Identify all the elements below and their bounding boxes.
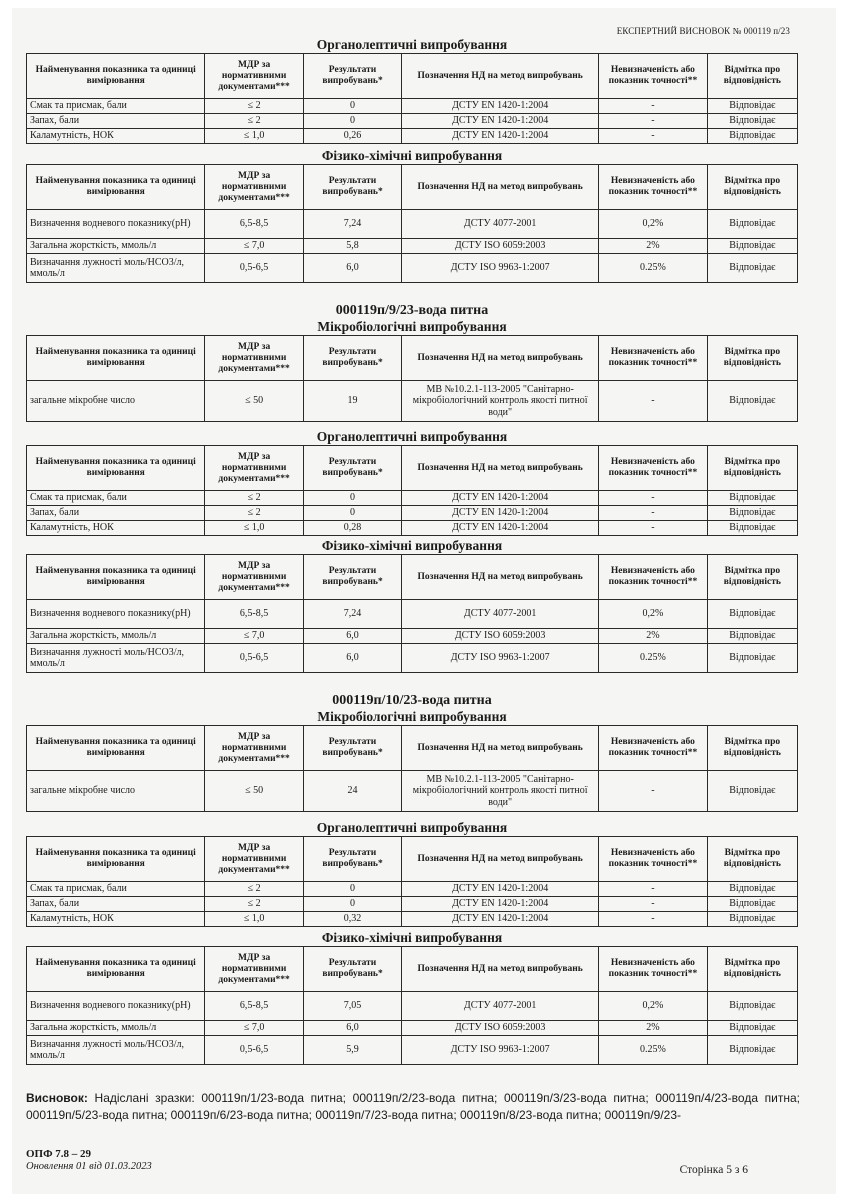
cell-method: ДСТУ ISO 6059:2003 xyxy=(402,239,599,254)
cell-result: 6,0 xyxy=(303,1021,401,1036)
cell-uncert: 0.25% xyxy=(599,644,708,673)
cell-uncert: - xyxy=(599,897,708,912)
column-header-result: Результати випробувань* xyxy=(303,336,401,381)
section-title: Органолептичні випробування xyxy=(316,820,508,835)
cell-mark: Відповідає xyxy=(707,1036,797,1065)
cell-mark: Відповідає xyxy=(707,239,797,254)
cell-method: ДСТУ EN 1420-1:2004 xyxy=(402,491,599,506)
cell-mdr: ≤ 7,0 xyxy=(205,629,303,644)
cell-method: ДСТУ 4077-2001 xyxy=(402,992,599,1021)
table-row xyxy=(27,381,798,422)
table-row xyxy=(27,506,798,521)
cell-method: ДСТУ ISO 9963-1:2007 xyxy=(402,254,599,283)
column-header-method: Позначення НД на метод випробувань xyxy=(402,54,599,99)
cell-uncert: - xyxy=(599,381,708,422)
column-header-mdr: МДР за нормативними документами*** xyxy=(205,165,303,210)
cell-name: Визначення водневого показнику(pH) xyxy=(27,210,205,239)
cell-uncert: - xyxy=(599,882,708,897)
results-table xyxy=(26,836,798,927)
results-table xyxy=(26,335,798,422)
column-header-mdr: МДР за нормативними документами*** xyxy=(205,726,303,771)
column-header-mark: Відмітка про відповідність xyxy=(707,555,797,600)
column-header-mark: Відмітка про відповідність xyxy=(707,336,797,381)
cell-name: Запах, бали xyxy=(27,506,205,521)
cell-mdr: ≤ 50 xyxy=(205,771,303,812)
results-table xyxy=(26,164,798,283)
cell-method: МВ №10.2.1-113-2005 "Санітарно-мікробіологічний контроль якості питної води" xyxy=(402,381,599,422)
cell-mdr: 6,5-8,5 xyxy=(205,210,303,239)
column-header-mark: Відмітка про відповідність xyxy=(707,446,797,491)
column-header-mark: Відмітка про відповідність xyxy=(707,165,797,210)
cell-mdr: ≤ 1,0 xyxy=(205,129,303,144)
sample10-block xyxy=(26,692,798,812)
cell-method: ДСТУ EN 1420-1:2004 xyxy=(402,521,599,536)
cell-mark: Відповідає xyxy=(707,629,797,644)
cell-result: 6,0 xyxy=(303,254,401,283)
cell-name: Каламутність, НОК xyxy=(27,521,205,536)
cell-mdr: ≤ 2 xyxy=(205,99,303,114)
column-header-mdr: МДР за нормативними документами*** xyxy=(205,446,303,491)
cell-uncert: - xyxy=(599,521,708,536)
cell-name: Загальна жорсткість, ммоль/л xyxy=(27,239,205,254)
table-row xyxy=(27,254,798,283)
cell-uncert: - xyxy=(599,99,708,114)
conclusion-paragraph xyxy=(26,1090,800,1124)
column-header-name: Найменування показника та одиниці вимірювання xyxy=(27,726,205,771)
cell-method: ДСТУ EN 1420-1:2004 xyxy=(402,129,599,144)
column-header-result: Результати випробувань* xyxy=(303,446,401,491)
cell-mark: Відповідає xyxy=(707,882,797,897)
cell-uncert: - xyxy=(599,771,708,812)
cell-result: 0 xyxy=(303,99,401,114)
table-row xyxy=(27,629,798,644)
cell-mdr: ≤ 2 xyxy=(205,882,303,897)
sample10-organoleptic-block xyxy=(26,820,798,927)
table-header-row xyxy=(27,555,798,600)
cell-mark: Відповідає xyxy=(707,521,797,536)
column-header-uncert: Невизначеність або показник точності** xyxy=(599,336,708,381)
cell-mdr: 0,5-6,5 xyxy=(205,644,303,673)
column-header-name: Найменування показника та одиниці вимірювання xyxy=(27,947,205,992)
cell-mdr: ≤ 50 xyxy=(205,381,303,422)
column-header-result: Результати випробувань* xyxy=(303,165,401,210)
cell-name: Визначання лужності моль/НСО3/л, ммоль/л xyxy=(27,1036,205,1065)
cell-name: Визначення водневого показнику(pH) xyxy=(27,600,205,629)
section-title: Фізико-хімічні випробування xyxy=(321,538,503,553)
cell-mark: Відповідає xyxy=(707,992,797,1021)
cell-result: 6,0 xyxy=(303,644,401,673)
column-header-name: Найменування показника та одиниці вимірювання xyxy=(27,837,205,882)
cell-mdr: ≤ 1,0 xyxy=(205,912,303,927)
cell-uncert: 0.25% xyxy=(599,1036,708,1065)
cell-result: 0 xyxy=(303,491,401,506)
column-header-mark: Відмітка про відповідність xyxy=(707,54,797,99)
column-header-result: Результати випробувань* xyxy=(303,726,401,771)
column-header-method: Позначення НД на метод випробувань xyxy=(402,726,599,771)
cell-name: Смак та присмак, бали xyxy=(27,882,205,897)
cell-uncert: - xyxy=(599,506,708,521)
column-header-name: Найменування показника та одиниці вимірювання xyxy=(27,446,205,491)
table-row xyxy=(27,129,798,144)
cell-mark: Відповідає xyxy=(707,99,797,114)
sample-title: 000119п/10/23-вода питна xyxy=(332,693,492,708)
column-header-uncert: Невизначеність або показник точності** xyxy=(599,837,708,882)
conclusion-text: Надіслані зразки: 000119п/1/23-вода питна; 000119п/2/23-вода питна; 000119п/3/23-вода питна; 000119п/4/23-вода питна; 000119п/5/23-вода питна; 000119п/6/23-вода питна; 000119п/7/23-вода питна; 000119п/8/23-вода питна; 000119п/9/23- xyxy=(26,1091,800,1122)
cell-method: ДСТУ EN 1420-1:2004 xyxy=(402,882,599,897)
cell-uncert: 2% xyxy=(599,629,708,644)
column-header-mdr: МДР за нормативними документами*** xyxy=(205,947,303,992)
table-row xyxy=(27,644,798,673)
cell-mark: Відповідає xyxy=(707,506,797,521)
table-row xyxy=(27,210,798,239)
cell-result: 5,8 xyxy=(303,239,401,254)
column-header-result: Результати випробувань* xyxy=(303,947,401,992)
cell-mark: Відповідає xyxy=(707,210,797,239)
column-header-uncert: Невизначеність або показник точності** xyxy=(599,165,708,210)
table-row xyxy=(27,600,798,629)
cell-result: 0 xyxy=(303,897,401,912)
column-header-uncert: Невизначеність або показник точності** xyxy=(599,947,708,992)
cell-method: ДСТУ ISO 6059:2003 xyxy=(402,1021,599,1036)
cell-result: 24 xyxy=(303,771,401,812)
cell-method: ДСТУ EN 1420-1:2004 xyxy=(402,897,599,912)
cell-name: Смак та присмак, бали xyxy=(27,491,205,506)
cell-name: Смак та присмак, бали xyxy=(27,99,205,114)
column-header-method: Позначення НД на метод випробувань xyxy=(402,837,599,882)
section-title: Органолептичні випробування xyxy=(316,37,508,52)
results-table xyxy=(26,53,798,144)
section-title: Фізико-хімічні випробування xyxy=(321,930,503,945)
cell-mark: Відповідає xyxy=(707,254,797,283)
cell-mdr: ≤ 2 xyxy=(205,506,303,521)
table-row xyxy=(27,771,798,812)
cell-mdr: ≤ 7,0 xyxy=(205,239,303,254)
table-header-row xyxy=(27,726,798,771)
table-row xyxy=(27,1036,798,1065)
cell-name: загальне мікробне число xyxy=(27,381,205,422)
cell-result: 7,24 xyxy=(303,210,401,239)
cell-mark: Відповідає xyxy=(707,381,797,422)
form-update-note: Оновлення 01 від 01.03.2023 xyxy=(26,1161,152,1172)
column-header-name: Найменування показника та одиниці вимірювання xyxy=(27,336,205,381)
sample-title: 000119п/9/23-вода питна xyxy=(335,303,489,318)
column-header-name: Найменування показника та одиниці вимірювання xyxy=(27,555,205,600)
table-row xyxy=(27,521,798,536)
section-title: Органолептичні випробування xyxy=(316,429,508,444)
column-header-method: Позначення НД на метод випробувань xyxy=(402,947,599,992)
cell-name: Визначення водневого показнику(pH) xyxy=(27,992,205,1021)
column-header-result: Результати випробувань* xyxy=(303,54,401,99)
cell-mark: Відповідає xyxy=(707,491,797,506)
results-table xyxy=(26,445,798,536)
cell-name: Загальна жорсткість, ммоль/л xyxy=(27,1021,205,1036)
column-header-result: Результати випробувань* xyxy=(303,837,401,882)
cell-method: ДСТУ ISO 6059:2003 xyxy=(402,629,599,644)
cell-method: ДСТУ EN 1420-1:2004 xyxy=(402,99,599,114)
cell-mdr: 6,5-8,5 xyxy=(205,600,303,629)
cell-mdr: 0,5-6,5 xyxy=(205,254,303,283)
sample10-physchem-block xyxy=(26,930,798,1065)
cell-name: Визначання лужності моль/НСО3/л, ммоль/л xyxy=(27,254,205,283)
cell-name: Визначання лужності моль/НСО3/л, ммоль/л xyxy=(27,644,205,673)
cell-result: 0,28 xyxy=(303,521,401,536)
section-title: Фізико-хімічні випробування xyxy=(321,148,503,163)
cell-mdr: ≤ 2 xyxy=(205,114,303,129)
cell-name: Каламутність, НОК xyxy=(27,912,205,927)
table-row xyxy=(27,912,798,927)
cell-mdr: ≤ 1,0 xyxy=(205,521,303,536)
cell-mark: Відповідає xyxy=(707,600,797,629)
column-header-method: Позначення НД на метод випробувань xyxy=(402,165,599,210)
results-table xyxy=(26,554,798,673)
column-header-method: Позначення НД на метод випробувань xyxy=(402,555,599,600)
sample9-physchem-block xyxy=(26,538,798,673)
cell-uncert: 2% xyxy=(599,1021,708,1036)
cell-name: Запах, бали xyxy=(27,114,205,129)
cell-uncert: 0,2% xyxy=(599,992,708,1021)
cell-mdr: ≤ 2 xyxy=(205,897,303,912)
column-header-mark: Відмітка про відповідність xyxy=(707,726,797,771)
column-header-mark: Відмітка про відповідність xyxy=(707,837,797,882)
table-row xyxy=(27,897,798,912)
column-header-mdr: МДР за нормативними документами*** xyxy=(205,336,303,381)
sample9-organoleptic-block xyxy=(26,429,798,536)
table-header-row xyxy=(27,336,798,381)
cell-method: ДСТУ ISO 9963-1:2007 xyxy=(402,644,599,673)
cell-uncert: 0,2% xyxy=(599,210,708,239)
conclusion-label: Висновок: xyxy=(26,1091,88,1105)
form-code: ОПФ 7.8 – 29 xyxy=(26,1148,92,1160)
column-header-method: Позначення НД на метод випробувань xyxy=(402,336,599,381)
cell-uncert: 0,2% xyxy=(599,600,708,629)
cell-name: Каламутність, НОК xyxy=(27,129,205,144)
column-header-name: Найменування показника та одиниці вимірювання xyxy=(27,54,205,99)
sample8-physchem-block xyxy=(26,148,798,283)
cell-mdr: 0,5-6,5 xyxy=(205,1036,303,1065)
cell-result: 7,24 xyxy=(303,600,401,629)
cell-mark: Відповідає xyxy=(707,644,797,673)
cell-mark: Відповідає xyxy=(707,114,797,129)
column-header-uncert: Невизначеність або показник точності** xyxy=(599,555,708,600)
table-header-row xyxy=(27,446,798,491)
results-table xyxy=(26,725,798,812)
cell-method: ДСТУ EN 1420-1:2004 xyxy=(402,912,599,927)
cell-result: 0 xyxy=(303,114,401,129)
cell-mark: Відповідає xyxy=(707,771,797,812)
cell-uncert: - xyxy=(599,912,708,927)
cell-result: 0,32 xyxy=(303,912,401,927)
column-header-uncert: Невизначеність або показник точності** xyxy=(599,726,708,771)
cell-result: 19 xyxy=(303,381,401,422)
column-header-result: Результати випробувань* xyxy=(303,555,401,600)
cell-method: ДСТУ 4077-2001 xyxy=(402,210,599,239)
cell-uncert: - xyxy=(599,114,708,129)
table-row xyxy=(27,99,798,114)
table-header-row xyxy=(27,165,798,210)
cell-name: загальне мікробне число xyxy=(27,771,205,812)
cell-result: 7,05 xyxy=(303,992,401,1021)
results-table xyxy=(26,946,798,1065)
cell-result: 6,0 xyxy=(303,629,401,644)
cell-method: ДСТУ EN 1420-1:2004 xyxy=(402,114,599,129)
cell-mark: Відповідає xyxy=(707,912,797,927)
cell-method: МВ №10.2.1-113-2005 "Санітарно-мікробіологічний контроль якості питної води" xyxy=(402,771,599,812)
cell-method: ДСТУ 4077-2001 xyxy=(402,600,599,629)
cell-name: Загальна жорсткість, ммоль/л xyxy=(27,629,205,644)
cell-result: 0,26 xyxy=(303,129,401,144)
expert-conclusion-number: ЕКСПЕРТНИЙ ВИСНОВОК № 000119 п/23 xyxy=(616,26,790,36)
cell-result: 0 xyxy=(303,506,401,521)
cell-result: 5,9 xyxy=(303,1036,401,1065)
cell-name: Запах, бали xyxy=(27,897,205,912)
cell-mdr: ≤ 2 xyxy=(205,491,303,506)
cell-uncert: - xyxy=(599,491,708,506)
sample8-organoleptic-block xyxy=(26,37,798,144)
column-header-mdr: МДР за нормативними документами*** xyxy=(205,837,303,882)
column-header-name: Найменування показника та одиниці вимірювання xyxy=(27,165,205,210)
cell-result: 0 xyxy=(303,882,401,897)
table-row xyxy=(27,1021,798,1036)
cell-mdr: ≤ 7,0 xyxy=(205,1021,303,1036)
cell-mark: Відповідає xyxy=(707,129,797,144)
page-number: Сторінка 5 з 6 xyxy=(679,1164,748,1176)
table-row xyxy=(27,992,798,1021)
column-header-method: Позначення НД на метод випробувань xyxy=(402,446,599,491)
section-title: Мікробіологічні випробування xyxy=(317,319,507,334)
column-header-mdr: МДР за нормативними документами*** xyxy=(205,555,303,600)
table-row xyxy=(27,239,798,254)
column-header-uncert: Невизначеність або показник точності** xyxy=(599,446,708,491)
table-header-row xyxy=(27,837,798,882)
sample9-block xyxy=(26,302,798,422)
cell-method: ДСТУ EN 1420-1:2004 xyxy=(402,506,599,521)
table-row xyxy=(27,114,798,129)
cell-mark: Відповідає xyxy=(707,1021,797,1036)
cell-mark: Відповідає xyxy=(707,897,797,912)
cell-uncert: 2% xyxy=(599,239,708,254)
table-header-row xyxy=(27,54,798,99)
cell-uncert: - xyxy=(599,129,708,144)
column-header-mark: Відмітка про відповідність xyxy=(707,947,797,992)
table-header-row xyxy=(27,947,798,992)
section-title: Мікробіологічні випробування xyxy=(317,709,507,724)
table-row xyxy=(27,882,798,897)
column-header-mdr: МДР за нормативними документами*** xyxy=(205,54,303,99)
cell-mdr: 6,5-8,5 xyxy=(205,992,303,1021)
column-header-uncert: Невизначеність або показник точності** xyxy=(599,54,708,99)
cell-uncert: 0.25% xyxy=(599,254,708,283)
table-row xyxy=(27,491,798,506)
cell-method: ДСТУ ISO 9963-1:2007 xyxy=(402,1036,599,1065)
